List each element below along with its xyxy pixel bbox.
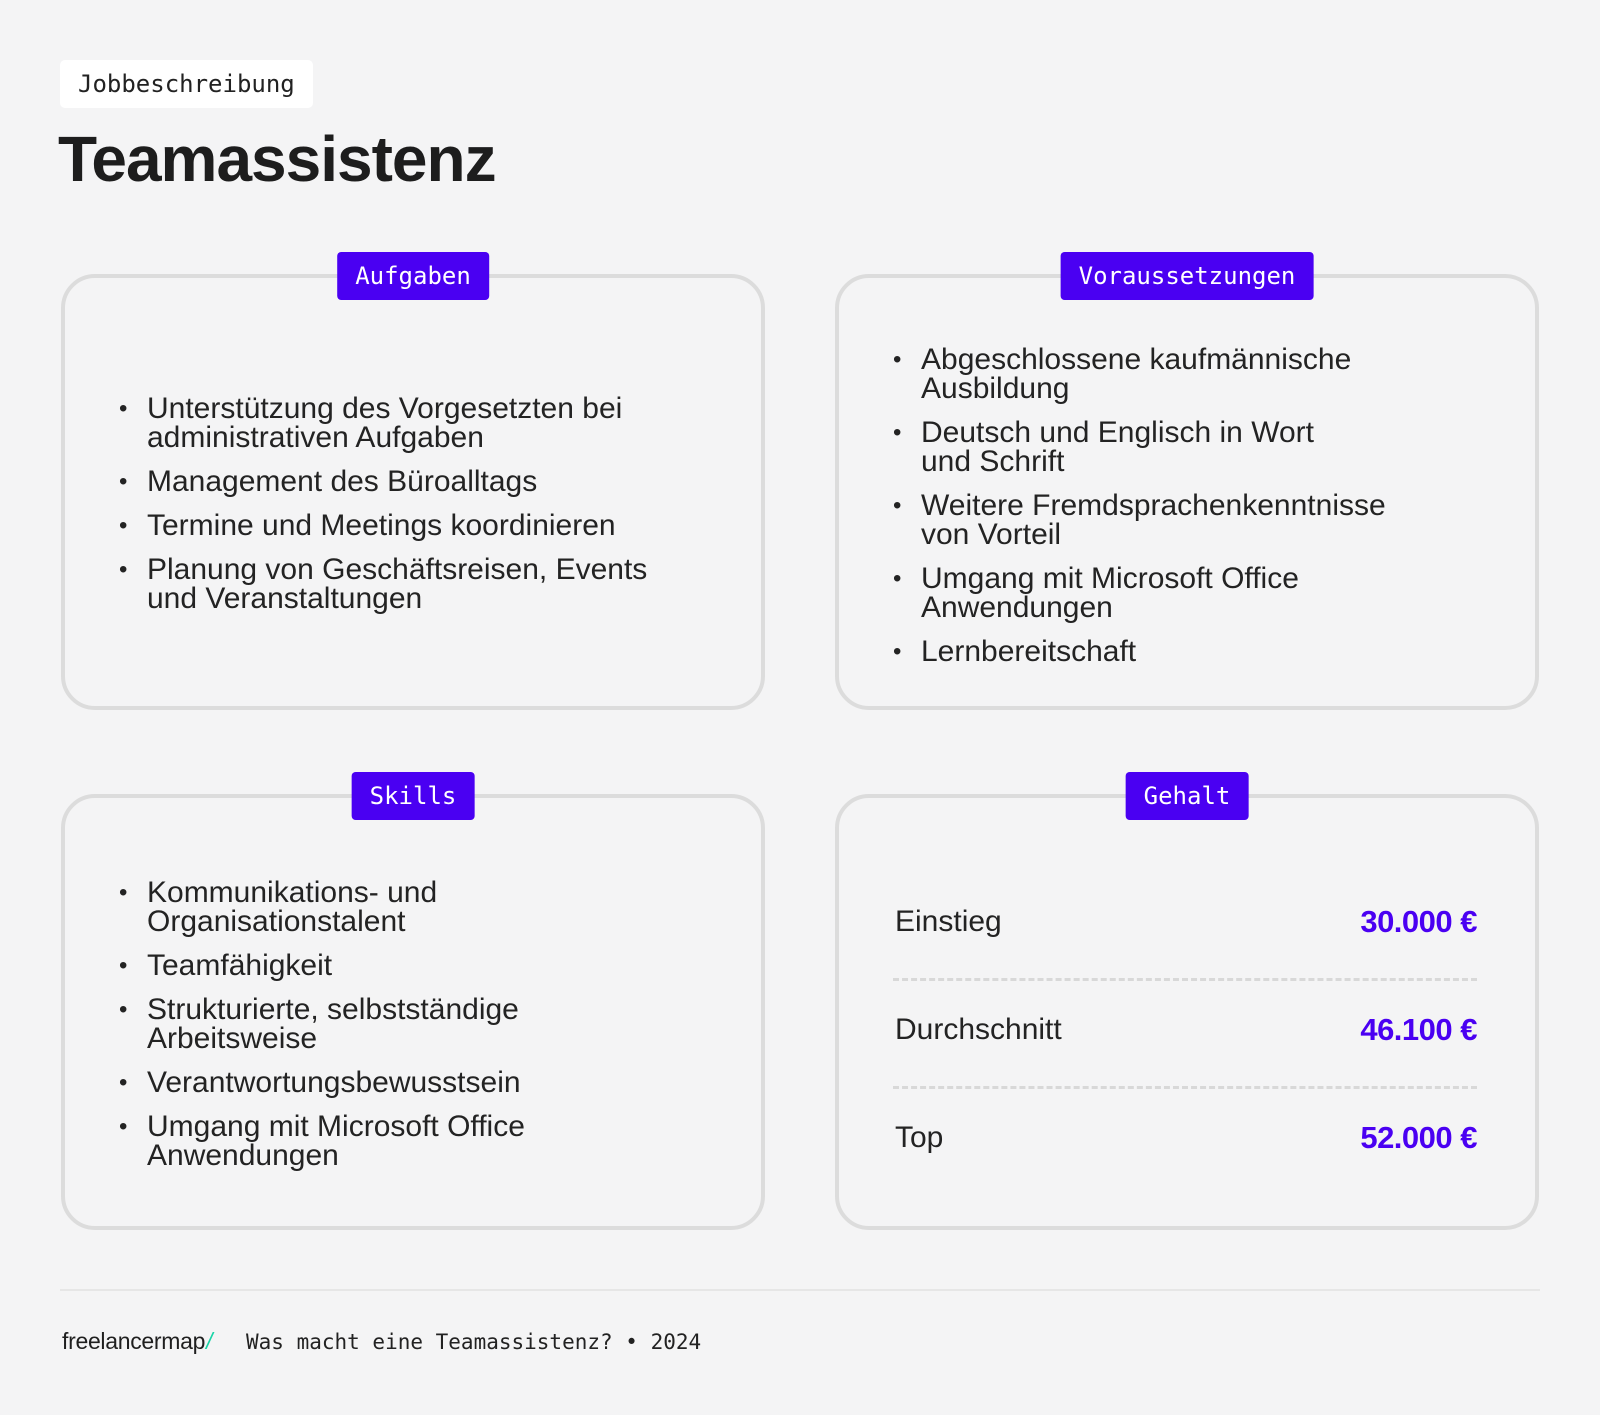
footer-caption: Was macht eine Teamassistenz? • 2024	[246, 1330, 702, 1354]
list-item: • Lernbereitschaft	[893, 637, 1433, 666]
list-item: • Termine und Meetings koordinieren	[119, 511, 679, 540]
list-item: • Management des Büroalltags	[119, 467, 679, 496]
salary-value: 30.000 €	[1360, 904, 1477, 939]
list-item: • Abgeschlossene kaufmännische Ausbildung	[893, 345, 1433, 403]
brand-name: freelancermap	[62, 1328, 206, 1354]
card-label-skills: Skills	[352, 772, 475, 820]
divider	[893, 1086, 1477, 1089]
list-item: • Weitere Fremdsprachenkenntnisse von Vorteil	[893, 491, 1433, 549]
category-tag: Jobbeschreibung	[60, 60, 313, 108]
brand-logo	[62, 1328, 212, 1355]
list-item: • Kommunikations- und Organisationstalent	[119, 878, 549, 936]
skills-list	[119, 878, 549, 1185]
card-gehalt	[835, 782, 1539, 1230]
list-item: • Strukturierte, selbstständige Arbeitsweise	[119, 995, 549, 1053]
card-skills	[61, 782, 765, 1230]
list-item: • Planung von Geschäftsreisen, Events und Veranstaltungen	[119, 555, 679, 613]
list-item: • Teamfähigkeit	[119, 951, 549, 980]
card-label-gehalt: Gehalt	[1126, 772, 1249, 820]
list-item: • Verantwortungsbewusstsein	[119, 1068, 549, 1097]
page-title: Teamassistenz	[58, 123, 496, 195]
salary-label: Durchschnitt	[895, 1013, 1062, 1046]
list-item: • Umgang mit Microsoft Office Anwendungen	[893, 564, 1433, 622]
brand-slash: /	[206, 1328, 213, 1354]
voraussetzungen-list	[893, 345, 1433, 681]
divider	[893, 978, 1477, 981]
salary-row-top	[895, 1118, 1477, 1158]
card-aufgaben	[61, 262, 765, 710]
salary-row-durchschnitt	[895, 1010, 1477, 1050]
salary-label: Top	[895, 1121, 944, 1154]
card-voraussetzungen	[835, 262, 1539, 710]
footer-divider	[60, 1289, 1540, 1291]
list-item: • Unterstützung des Vorgesetzten bei administrativen Aufgaben	[119, 394, 679, 452]
list-item: • Umgang mit Microsoft Office Anwendungen	[119, 1112, 549, 1170]
card-label-voraussetzungen: Voraussetzungen	[1061, 252, 1314, 300]
salary-value: 52.000 €	[1360, 1120, 1477, 1155]
salary-row-einstieg	[895, 902, 1477, 942]
list-item: • Deutsch und Englisch in Wort und Schrift	[893, 418, 1433, 476]
card-label-aufgaben: Aufgaben	[337, 252, 489, 300]
aufgaben-list	[119, 394, 679, 628]
salary-label: Einstieg	[895, 905, 1002, 938]
salary-value: 46.100 €	[1360, 1012, 1477, 1047]
